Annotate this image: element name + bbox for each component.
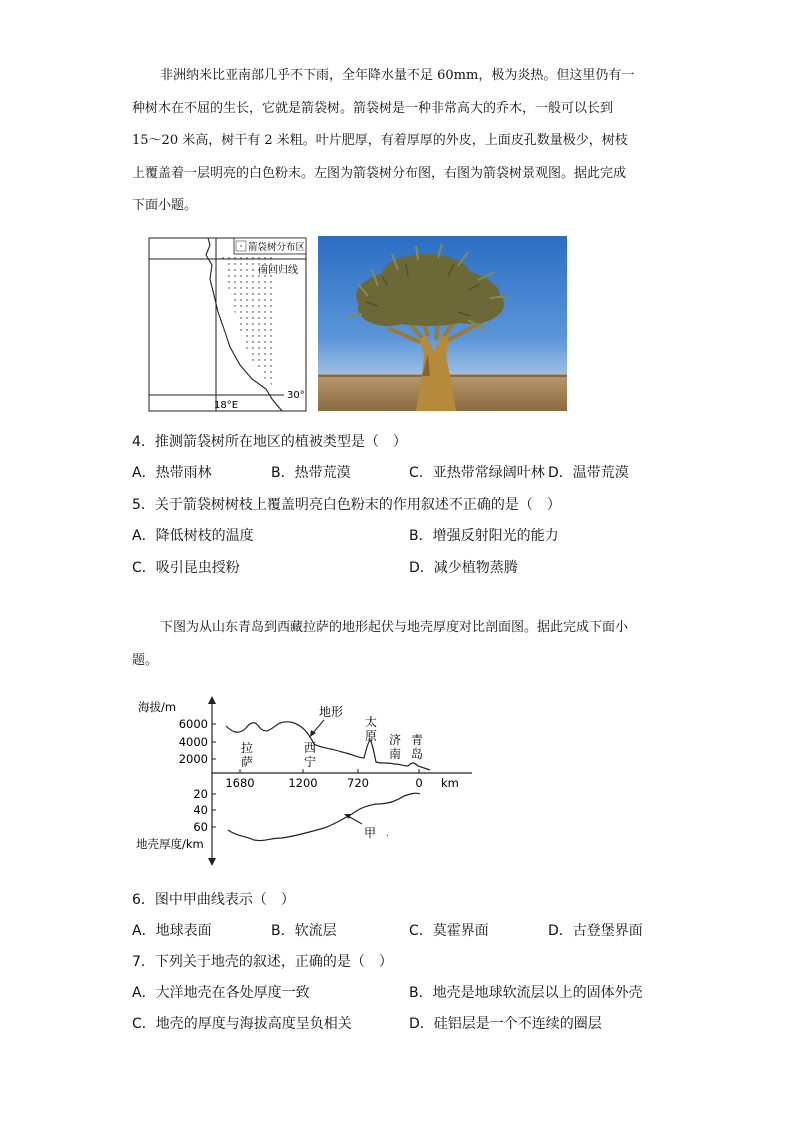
jia-label: 甲	[364, 826, 377, 840]
passage-2-line: 下图为从山东青岛到西藏拉萨的地形起伏与地壳厚度对比剖面图。据此完成下面小	[160, 620, 629, 635]
legend-swatch	[236, 241, 246, 251]
svg-text:.: .	[386, 829, 389, 839]
question-7-stem: 7．下列关于地壳的叙述，正确的是（ ）	[132, 954, 393, 970]
question-4-stem: 4．推测箭袋树所在地区的植被类型是（ ）	[132, 434, 407, 450]
question-4-option-c[interactable]: C．亚热带常绿阔叶林	[409, 465, 545, 481]
question-5-option-d[interactable]: D．减少植物蒸腾	[409, 560, 518, 576]
question-4-option-b[interactable]: B．热带荒漠	[271, 465, 351, 481]
passage-1-line: 种树木在不屈的生长，它就是箭袋树。箭袋树是一种非常高大的乔木，一般可以长到	[132, 100, 614, 116]
passage-1	[132, 60, 662, 223]
passage-1-line: 上覆盖着一层明亮的白色粉末。左图为箭袋树分布图，右图为箭袋树景观图。据此完成	[132, 165, 627, 181]
question-7-option-c[interactable]: C．地壳的厚度与海拔高度呈负相关	[132, 1016, 352, 1032]
y-top-tick-6000: 6000	[178, 717, 208, 731]
passage-1-line: 非洲纳米比亚南部几乎不下雨，全年降水量不足 60mm，极为炎热。但这里仍有一	[160, 68, 635, 83]
y-bottom-title: 地壳厚度/km	[136, 837, 204, 851]
city-jinan-2: 南	[388, 747, 402, 761]
passage-1-line: 15～20 米高，树干有 2 米粗。叶片肥厚，有着厚厚的外皮，上面皮孔数量极少，树枝	[132, 133, 628, 148]
passage-2	[132, 612, 662, 677]
city-lasa-2: 萨	[240, 755, 254, 769]
question-6-option-b[interactable]: B．软流层	[271, 923, 337, 939]
y-top-title: 海拔/m	[138, 700, 177, 714]
city-jinan-1: 济	[388, 733, 402, 747]
city-xining-1: 西	[303, 741, 317, 755]
y-bottom-tick-20: 20	[193, 787, 208, 801]
city-qingdao-1: 青	[410, 733, 424, 747]
jia-arrow	[348, 816, 362, 824]
x-tick-1200: 1200	[288, 776, 318, 790]
question-5-stem: 5．关于箭袋树树枝上覆盖明亮白色粉末的作用叙述不正确的是（ ）	[132, 497, 561, 513]
latitude-label: 30°	[287, 390, 305, 401]
city-taiyuan-2: 原	[364, 729, 378, 743]
question-5-option-c[interactable]: C．吸引昆虫授粉	[132, 560, 240, 576]
city-qingdao-2: 岛	[410, 747, 424, 761]
question-7-option-d[interactable]: D．硅铝层是一个不连续的圈层	[409, 1016, 602, 1032]
question-5-option-a[interactable]: A．降低树枝的温度	[132, 528, 254, 544]
y-bottom-tick-40: 40	[193, 803, 208, 817]
longitude-label: 18°E	[214, 400, 239, 411]
terrain-crust-profile	[130, 690, 480, 870]
question-5-option-b[interactable]: B．增强反射阳光的能力	[409, 528, 559, 544]
question-7-option-a[interactable]: A．大洋地壳在各处厚度一致	[132, 985, 310, 1001]
terrain-label: 地形	[319, 705, 344, 719]
question-4-option-d[interactable]: D．温带荒漠	[548, 465, 629, 481]
y-axis-arrow-down	[208, 858, 216, 866]
passage-2-line: 题。	[132, 652, 159, 668]
city-taiyuan-1: 太	[364, 715, 378, 729]
question-6-stem: 6．图中甲曲线表示（ ）	[132, 892, 295, 908]
question-7-option-b[interactable]: B．地壳是地球软流层以上的固体外壳	[409, 985, 643, 1001]
x-unit: km	[441, 776, 459, 790]
x-tick-720: 720	[347, 776, 369, 790]
y-top-tick-2000: 2000	[178, 752, 208, 766]
tropic-label: 南回归线	[258, 265, 298, 276]
legend-label: 箭袋树分布区	[248, 242, 306, 253]
y-top-tick-4000: 4000	[178, 735, 208, 749]
city-lasa-1: 拉	[240, 741, 254, 755]
question-6-option-c[interactable]: C．莫霍界面	[409, 923, 489, 939]
passage-1-line: 下面小题。	[132, 198, 198, 213]
city-xining-2: 宁	[303, 755, 317, 769]
jia-curve	[228, 793, 420, 840]
question-4-option-a[interactable]: A．热带雨林	[132, 465, 212, 481]
distribution-map	[148, 237, 308, 413]
x-tick-1680: 1680	[225, 776, 255, 790]
y-bottom-tick-60: 60	[193, 820, 208, 834]
question-6-option-a[interactable]: A．地球表面	[132, 923, 212, 939]
y-axis-arrow-up	[208, 696, 216, 704]
question-6-option-d[interactable]: D．古登堡界面	[548, 923, 643, 939]
x-tick-0: 0	[415, 776, 423, 790]
quiver-tree-photo	[318, 236, 567, 411]
